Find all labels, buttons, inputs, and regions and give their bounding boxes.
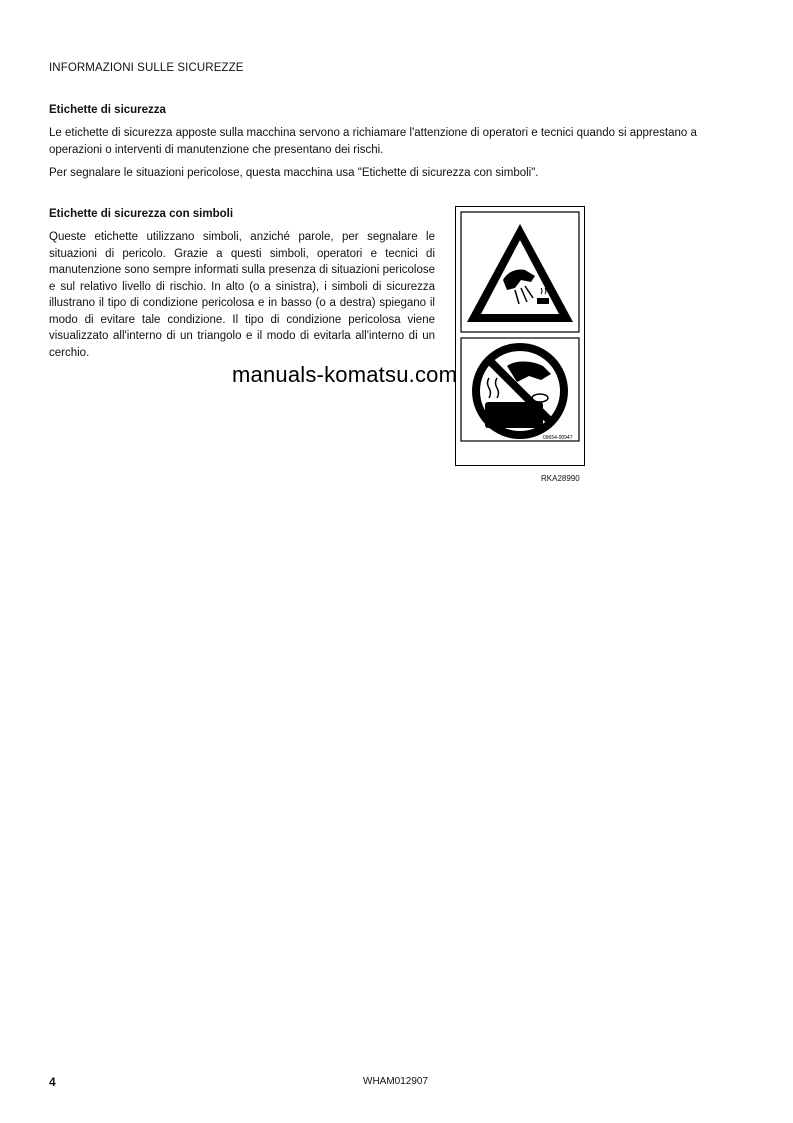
section-heading-symbol-labels: Etichette di sicurezza con simboli xyxy=(49,208,234,220)
section-heading-safety-labels: Etichette di sicurezza xyxy=(49,104,166,116)
part-code: 09654-00947 xyxy=(543,435,573,441)
safety-label-figure xyxy=(455,206,585,466)
page-number: 4 xyxy=(49,1075,56,1089)
prohibition-circle-icon xyxy=(472,343,568,439)
page-header: INFORMAZIONI SULLE SICUREZZE xyxy=(49,62,244,74)
safety-label-drawing xyxy=(455,206,585,466)
paragraph-safety-labels-symbols: Per segnalare le situazioni pericolose, questa macchina usa "Etichette di sicurezza con simboli". xyxy=(49,167,539,179)
figure-label: RKA28990 xyxy=(541,474,580,483)
document-code: WHAM012907 xyxy=(363,1076,429,1087)
watermark-text: manuals-komatsu.com xyxy=(232,362,458,387)
paragraph-safety-labels-intro: Le etichette di sicurezza apposte sulla macchina servono a richiamare l'attenzione di operatori e tecnici quando si apprestano a operazioni o interventi di manutenzione che presentano dei rischi. xyxy=(49,127,697,156)
paragraph-symbol-labels: Queste etichette utilizzano simboli, anziché parole, per segnalare le situazioni di pericolo. Grazie a questi simboli, operatori e tecnici di manutenzione sono sempre informati sulla presenza di situazioni pericolose e sul relativo livello di rischio. In alto (o a sinistra), i simboli di sicurezza illustrano il tipo di condizione pericolosa e in basso (o a destra) spiegano il modo di evitare tale condizione. Il tipo di condizione pericolosa viene visualizzato all'interno di un triangolo e il modo di evitarla all'interno di un cerchio. xyxy=(49,231,435,359)
